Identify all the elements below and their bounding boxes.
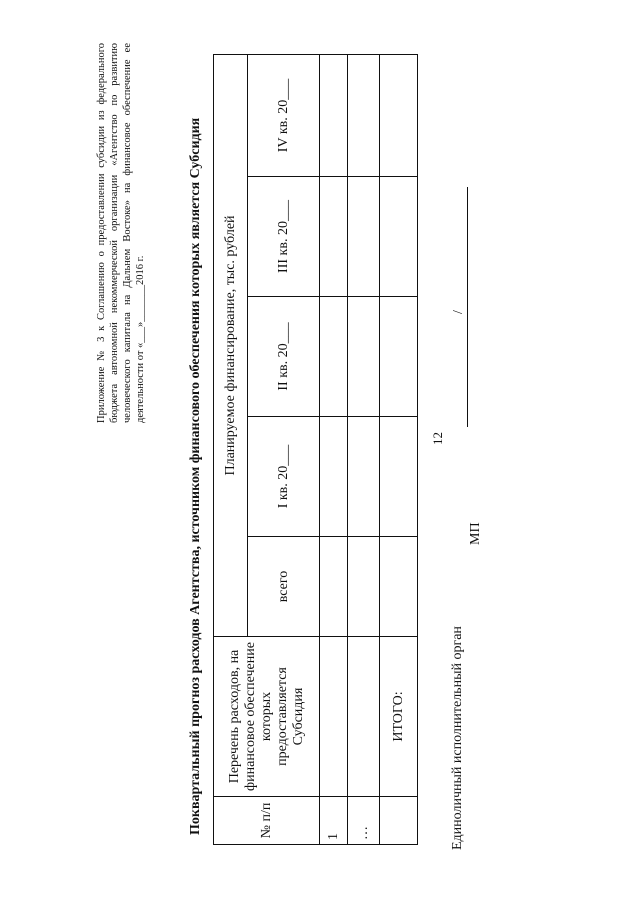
total-num [380,797,418,845]
header-planned-financing: Планируемое финансирование, тыс. рублей [214,54,248,636]
header-num: № п/п [214,797,320,845]
row-q4 [348,54,380,176]
row-num: 1 [320,797,348,845]
row-q1 [348,417,380,537]
total-q3 [380,177,418,297]
header-q2: II кв. 20___ [248,297,320,417]
page-number: 12 [430,432,445,445]
row-total [348,537,380,637]
row-q3 [348,177,380,297]
total-q4 [380,54,418,176]
row-expense [348,637,380,797]
row-total [320,537,348,637]
table-row [348,54,380,844]
header-q1: I кв. 20___ [248,417,320,537]
signature-underline [467,187,468,427]
header-total: всего [248,537,320,637]
signatory-label: Единоличный исполнительный орган [450,626,465,850]
row-q3 [320,177,348,297]
seal-place-label: МП [468,522,483,545]
total-sum [380,537,418,637]
total-row [380,54,418,844]
row-q1 [320,417,348,537]
row-q2 [348,297,380,417]
header-row [214,54,248,844]
total-q1 [380,417,418,537]
header-expense-list: Перечень расходов, на финансовое обеспечение которых предоставляется Субсидия [214,637,320,797]
row-q4 [320,54,348,176]
forecast-table [213,54,418,845]
total-q2 [380,297,418,417]
total-label: ИТОГО: [380,637,418,797]
appendix-note: Приложение № 3 к Соглашению о предоставлении субсидии из федерального бюджета автономной некоммерческой организации «Агентство по развитию человеческого капитала на Дальнем Востоке» на финансовое обеспечение ее деятельности от «___»_______2016 г. [96,43,146,423]
row-q2 [320,297,348,417]
signature-separator: / [451,310,466,314]
signature-line [450,187,468,427]
table-row [320,54,348,844]
header-q4: IV кв. 20___ [248,54,320,176]
header-q3: III кв. 20___ [248,177,320,297]
row-expense [320,637,348,797]
row-num: … [348,797,380,845]
document-title: Поквартальный прогноз расходов Агентства, источником финансового обеспечения которых является Субсидия [188,117,203,835]
